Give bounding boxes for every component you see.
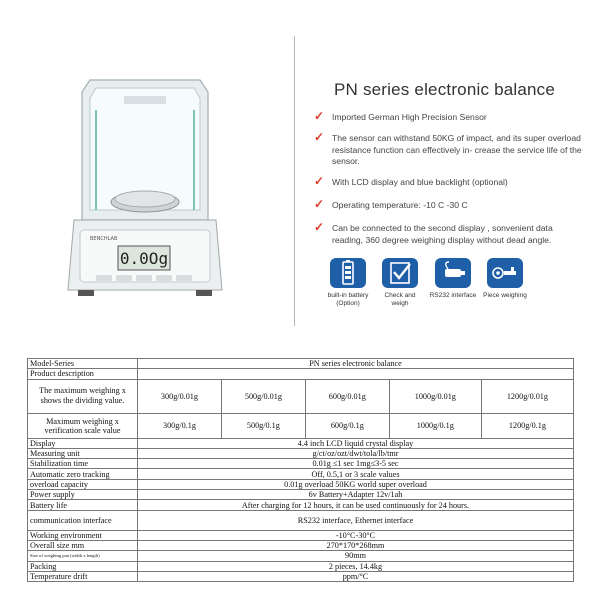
table-cell-value: 90mm [138,551,574,561]
table-cell-value: 300g/0.1g [138,413,222,438]
feature-text: Can be connected to the second display , sonvenient data reading, 360 degree weighing display without dead angle. [332,223,553,245]
table-cell-label: Model-Series [28,359,138,369]
table-row [28,369,574,379]
table-cell-value: 0.01g overload 50KG world super overload [138,479,574,489]
balance-image [60,70,230,310]
table-cell-label: Display [28,438,138,448]
feature-item [314,109,584,124]
feature-text: The sensor can withstand 50KG of impact, and its super overload resistance function can effectively in- crease the service life of the sensor. [332,133,582,166]
checkmark-icon: ✓ [314,109,325,123]
icon-label: Check and weigh [384,292,416,307]
page-title: PN series electronic balance [334,80,556,99]
table-cell-label: Product description [28,369,138,379]
table-cell-label: Packing [28,561,138,571]
table-cell-label: Size of weighing pan (width x length) [28,551,138,561]
table-row [28,379,574,413]
table-cell-value: ppm/°C [138,571,574,581]
table-cell-value: 4.4 inch LCD liquid crystal display [138,438,574,448]
table-row [28,510,574,530]
table-row [28,530,574,540]
icon-label: built-in battery (Option) [327,292,369,307]
feature-text: Imported German High Precision Sensor [332,112,487,122]
piece-weighing-icon [487,258,523,288]
table-cell-label: Overall size mm [28,540,138,550]
table-cell-label: Measuring unit [28,448,138,458]
table-cell-value: 6v Battery+Adapter 12v/1ah [138,490,574,500]
table-cell-value: 1000g/0.1g [389,413,481,438]
table-cell-value: 600g/0.1g [305,413,389,438]
table-row [28,561,574,571]
table-cell-value [138,369,574,379]
rs232-icon [435,258,471,288]
table-cell-value: 1200g/0.01g [481,379,573,413]
table-row [28,448,574,458]
table-cell-value: 1200g/0.1g [481,413,573,438]
brand-label: BENCHLAB [90,236,118,242]
table-cell-label: Working environment [28,530,138,540]
display-reading: 0.0Og [119,249,169,268]
icon-label: RS232 interface [429,292,477,299]
battery-icon [330,258,366,288]
icon-label: Piece weighing [483,292,527,299]
table-cell-label: Stabilization time [28,459,138,469]
checkmark-icon: ✓ [314,174,325,188]
table-cell-value: PN series electronic balance [138,359,574,369]
table-cell-label: Power supply [28,490,138,500]
table-row [28,459,574,469]
table-cell-label: Automatic zero tracking [28,469,138,479]
table-cell-label: Temperature drift [28,571,138,581]
table-cell-label: overload capacity [28,479,138,489]
table-row [28,469,574,479]
table-row [28,551,574,561]
rs232-feature [428,258,478,300]
table-row [28,490,574,500]
vertical-divider [294,36,295,326]
feature-item [314,220,584,246]
table-cell-value: Off, 0.5,1 or 3 scale values [138,469,574,479]
table-cell-label: Battery life [28,500,138,510]
balance-illustration [60,70,230,310]
feature-item [314,174,584,189]
spec-table [27,358,574,582]
table-row [28,438,574,448]
feature-item [314,130,584,168]
table-cell-value: -10°C-30°C [138,530,574,540]
piece-weighing-feature [480,258,530,300]
table-cell-value: After charging for 12 hours, it can be used continuously for 24 hours. [138,500,574,510]
table-row [28,413,574,438]
table-cell-value: 500g/0.01g [221,379,305,413]
table-cell-value: RS232 interface, Ethernet interface [138,510,574,530]
checkmark-icon: ✓ [314,220,325,234]
table-cell-value: 2 pieces, 14.4kg [138,561,574,571]
table-cell-label: Maximum weighing x verification scale value [28,413,138,438]
table-cell-value: g/ct/oz/ozt/dwt/tola/lb/tmr [138,448,574,458]
checkmark-icon: ✓ [314,197,325,211]
feature-icons [312,258,592,318]
table-row [28,359,574,369]
check-weigh-feature [376,258,424,308]
table-cell-label: communication interface [28,510,138,530]
feature-item [314,197,584,212]
checkbox-icon [382,258,418,288]
table-row [28,479,574,489]
table-cell-label: The maximum weighing x shows the dividing value. [28,379,138,413]
table-row [28,571,574,581]
battery-feature [326,258,370,308]
table-row [28,500,574,510]
table-cell-value: 300g/0.01g [138,379,222,413]
table-cell-value: 600g/0.01g [305,379,389,413]
table-cell-value: 270*170*268mm [138,540,574,550]
feature-text: Operating temperature: -10 C -30 C [332,200,468,210]
table-cell-value: 0.01g ≤1 sec 1mg≤3-5 sec [138,459,574,469]
table-row [28,540,574,550]
table-cell-value: 500g/0.1g [221,413,305,438]
checkmark-icon: ✓ [314,130,325,144]
feature-panel [312,0,592,340]
table-cell-value: 1000g/0.01g [389,379,481,413]
feature-text: With LCD display and blue backlight (optional) [332,177,508,187]
